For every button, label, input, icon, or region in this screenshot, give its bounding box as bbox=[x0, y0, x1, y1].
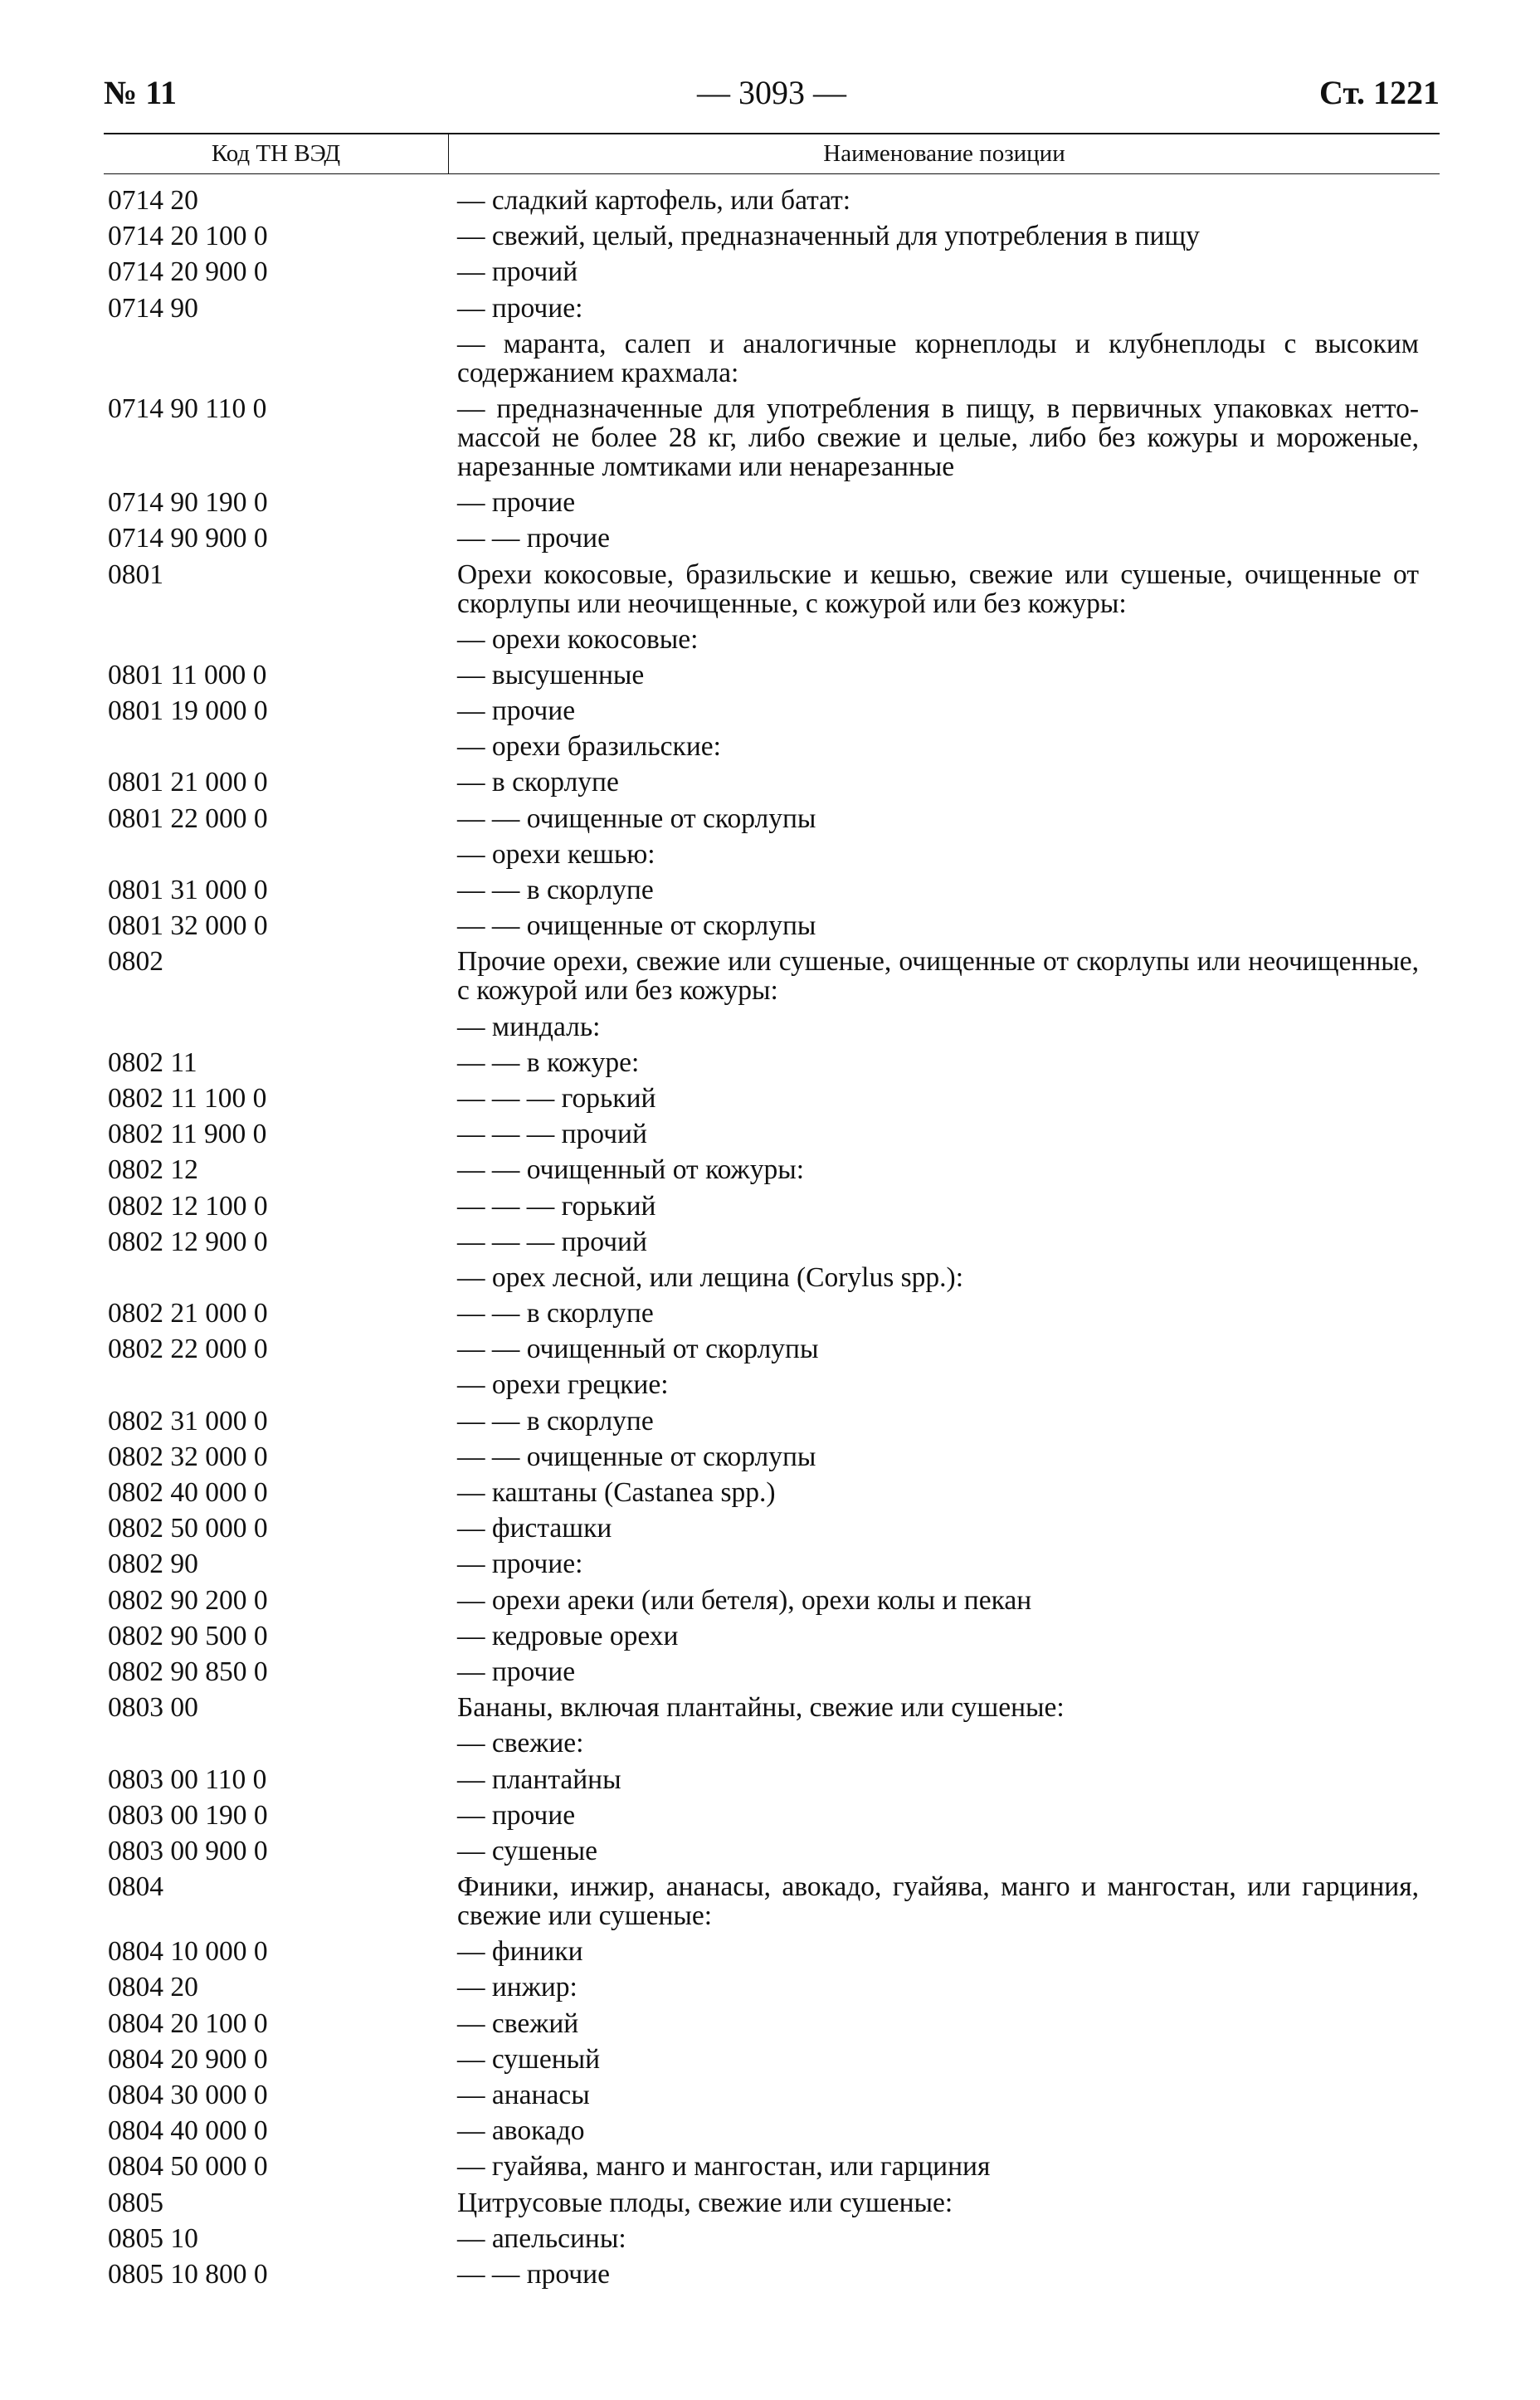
table-row bbox=[108, 625, 1435, 654]
position-name: — — — горький bbox=[457, 1082, 656, 1114]
tn-ved-code: 0802 40 000 0 bbox=[108, 1477, 268, 1508]
table-row bbox=[108, 2116, 1435, 2145]
table-header-rule bbox=[104, 173, 1440, 174]
table-row bbox=[108, 696, 1435, 725]
position-name: — орехи кокосовые: bbox=[457, 623, 699, 655]
tn-ved-code: 0803 00 bbox=[108, 1692, 198, 1724]
tn-ved-code: 0714 20 900 0 bbox=[108, 256, 268, 288]
position-name: — гуайява, манго и мангостан, или гарциния bbox=[457, 2151, 991, 2183]
table-row bbox=[108, 1514, 1435, 1543]
position-name: Орехи кокосовые, бразильские и кешью, свежие или сушеные, очищенные от скорлупы или неочищенные, с кожурой или без кожуры: bbox=[457, 559, 1419, 619]
position-name: — — очищенный от кожуры: bbox=[457, 1154, 805, 1186]
table-row bbox=[108, 1442, 1435, 1471]
position-name: — — прочие bbox=[457, 2258, 610, 2290]
column-header-code: Код ТН ВЭД bbox=[211, 140, 341, 167]
table-row bbox=[108, 1334, 1435, 1363]
table-row bbox=[108, 329, 1435, 388]
tn-ved-code: 0802 11 bbox=[108, 1046, 197, 1078]
position-name: — — в скорлупе bbox=[457, 875, 654, 905]
page-header bbox=[104, 73, 1440, 118]
position-name: Финики, инжир, ананасы, авокадо, гуайява, манго и мангостан, или гарциния, свежие или сушеные: bbox=[457, 1871, 1419, 1932]
table-row bbox=[108, 876, 1435, 905]
tn-ved-code: 0802 bbox=[108, 946, 163, 978]
tn-ved-code: 0804 20 bbox=[108, 1972, 198, 2003]
table-row bbox=[108, 1973, 1435, 2002]
table-row bbox=[108, 1837, 1435, 1866]
tn-ved-code: 0802 90 200 0 bbox=[108, 1584, 268, 1616]
position-name: — ананасы bbox=[457, 2080, 590, 2110]
tn-ved-code: 0714 20 bbox=[108, 185, 198, 216]
table-row bbox=[108, 294, 1435, 323]
position-name: — плантайны bbox=[457, 1763, 621, 1795]
table-row bbox=[108, 947, 1435, 1005]
position-name: — — — горький bbox=[457, 1190, 656, 1222]
table-row bbox=[108, 732, 1435, 761]
tn-ved-code: 0714 90 bbox=[108, 292, 198, 324]
position-name: — орехи грецкие: bbox=[457, 1369, 669, 1401]
table-row bbox=[108, 768, 1435, 797]
table-row bbox=[108, 1872, 1435, 1930]
position-name: — фисташки bbox=[457, 1513, 612, 1544]
table-row bbox=[108, 1549, 1435, 1578]
position-name: — — — прочий bbox=[457, 1226, 647, 1257]
table-row bbox=[108, 1370, 1435, 1399]
position-name: — орехи бразильские: bbox=[457, 731, 721, 763]
position-name: — — прочие bbox=[457, 523, 610, 554]
tn-ved-code: 0714 90 190 0 bbox=[108, 487, 268, 519]
position-name: — орехи ареки (или бетеля), орехи колы и пекан bbox=[457, 1584, 1032, 1616]
tn-ved-code: 0803 00 900 0 bbox=[108, 1835, 268, 1866]
position-name: — орехи кешью: bbox=[457, 838, 655, 870]
tn-ved-code: 0803 00 110 0 bbox=[108, 1763, 267, 1795]
tn-ved-code: 0714 20 100 0 bbox=[108, 221, 268, 252]
tn-ved-code: 0801 32 000 0 bbox=[108, 910, 268, 942]
position-name: Прочие орехи, свежие или сушеные, очищенные от скорлупы или неочищенные, с кожурой или без кожуры: bbox=[457, 946, 1419, 1007]
tn-ved-code: 0801 19 000 0 bbox=[108, 695, 268, 727]
tn-ved-code: 0801 11 000 0 bbox=[108, 659, 267, 690]
page-number: — 3093 — bbox=[697, 74, 846, 111]
tn-ved-code: 0805 bbox=[108, 2187, 163, 2218]
table-row bbox=[108, 560, 1435, 618]
table-row bbox=[108, 222, 1435, 251]
position-name: — прочие: bbox=[457, 1549, 583, 1580]
tn-ved-code: 0805 10 bbox=[108, 2222, 198, 2254]
position-name: — свежий, целый, предназначенный для употребления в пищу bbox=[457, 221, 1200, 252]
table-row bbox=[108, 2260, 1435, 2289]
table-row bbox=[108, 1299, 1435, 1328]
position-name: — — в кожуре: bbox=[457, 1046, 640, 1078]
position-name: — свежие: bbox=[457, 1728, 584, 1759]
table-row bbox=[108, 1227, 1435, 1256]
position-name: — орех лесной, или лещина (Corylus spp.): bbox=[457, 1261, 964, 1293]
position-name: — — очищенные от скорлупы bbox=[457, 1441, 816, 1472]
table-row bbox=[108, 1693, 1435, 1722]
tn-ved-code: 0802 50 000 0 bbox=[108, 1513, 268, 1544]
tn-ved-code: 0802 31 000 0 bbox=[108, 1405, 268, 1437]
table-row bbox=[108, 2224, 1435, 2253]
tn-ved-code: 0802 21 000 0 bbox=[108, 1298, 268, 1329]
position-name: — прочие bbox=[457, 1799, 576, 1831]
position-name: — каштаны (Castanea spp.) bbox=[457, 1477, 776, 1508]
tn-ved-code: 0804 40 000 0 bbox=[108, 2115, 268, 2147]
article-number: Ст. 1221 bbox=[1319, 74, 1440, 111]
tn-ved-code: 0804 30 000 0 bbox=[108, 2080, 268, 2110]
tn-ved-code: 0802 11 900 0 bbox=[108, 1119, 267, 1150]
table-row bbox=[108, 1155, 1435, 1184]
table-row bbox=[108, 488, 1435, 517]
tn-ved-code: 0801 22 000 0 bbox=[108, 802, 268, 834]
position-name: — прочий bbox=[457, 256, 578, 288]
table-row bbox=[108, 1012, 1435, 1041]
table-row bbox=[108, 1478, 1435, 1507]
table-row bbox=[108, 804, 1435, 833]
position-name: — — очищенные от скорлупы bbox=[457, 910, 816, 942]
position-name: — прочие bbox=[457, 1656, 576, 1687]
tn-ved-code: 0802 12 bbox=[108, 1154, 198, 1186]
position-name: — — в скорлупе bbox=[457, 1298, 654, 1329]
table-row bbox=[108, 394, 1435, 481]
position-name: Бананы, включая плантайны, свежие или сушеные: bbox=[457, 1692, 1065, 1724]
table-row bbox=[108, 1263, 1435, 1292]
table-row bbox=[108, 257, 1435, 286]
position-name: — — очищенный от скорлупы bbox=[457, 1334, 819, 1365]
table-row bbox=[108, 1192, 1435, 1221]
table-row bbox=[108, 661, 1435, 690]
tn-ved-code: 0801 bbox=[108, 559, 163, 590]
column-header-name: Наименование позиции bbox=[823, 140, 1065, 167]
position-name: — сладкий картофель, или батат: bbox=[457, 185, 851, 216]
tn-ved-code: 0714 90 900 0 bbox=[108, 523, 268, 554]
tn-ved-code: 0805 10 800 0 bbox=[108, 2258, 268, 2290]
table-row bbox=[108, 186, 1435, 215]
tn-ved-code: 0802 22 000 0 bbox=[108, 1334, 268, 1365]
position-name: — прочие bbox=[457, 487, 576, 519]
table-row bbox=[108, 1657, 1435, 1686]
position-name: — сушеные bbox=[457, 1835, 598, 1866]
tn-ved-code: 0802 11 100 0 bbox=[108, 1082, 267, 1114]
table-row bbox=[108, 524, 1435, 553]
table-row bbox=[108, 1084, 1435, 1113]
tn-ved-code: 0802 90 bbox=[108, 1549, 198, 1580]
tn-ved-code: 0804 10 000 0 bbox=[108, 1936, 268, 1968]
table-row bbox=[108, 1801, 1435, 1830]
position-name: — свежий bbox=[457, 2007, 579, 2039]
table-row bbox=[108, 1622, 1435, 1651]
position-name: — авокадо bbox=[457, 2115, 585, 2147]
table-row bbox=[108, 2152, 1435, 2181]
tn-ved-code: 0802 90 850 0 bbox=[108, 1656, 268, 1687]
tn-ved-code: 0803 00 190 0 bbox=[108, 1799, 268, 1831]
tn-ved-code: 0804 bbox=[108, 1871, 163, 1903]
tn-ved-code: 0802 32 000 0 bbox=[108, 1441, 268, 1472]
tn-ved-code: 0801 31 000 0 bbox=[108, 875, 268, 905]
tn-ved-code: 0801 21 000 0 bbox=[108, 767, 268, 798]
table-row bbox=[108, 840, 1435, 869]
position-name: Цитрусовые плоды, свежие или сушеные: bbox=[457, 2187, 953, 2218]
table-body bbox=[108, 186, 1435, 2295]
position-name: — инжир: bbox=[457, 1972, 578, 2003]
table-row bbox=[108, 2080, 1435, 2110]
position-name: — — — прочий bbox=[457, 1119, 647, 1150]
position-name: — апельсины: bbox=[457, 2222, 626, 2254]
issue-number: № 11 bbox=[104, 74, 177, 111]
position-name: — в скорлупе bbox=[457, 767, 619, 798]
position-name: — сушеный bbox=[457, 2043, 601, 2075]
position-name: — миндаль: bbox=[457, 1011, 601, 1042]
tn-ved-code: 0802 90 500 0 bbox=[108, 1620, 268, 1651]
tn-ved-code: 0802 12 900 0 bbox=[108, 1226, 268, 1257]
position-name: — высушенные bbox=[457, 659, 645, 690]
position-name: — маранта, салеп и аналогичные корнеплоды и клубнеплоды с высоким содержанием крахмала: bbox=[457, 328, 1419, 388]
table-row bbox=[108, 1765, 1435, 1794]
table-row bbox=[108, 1407, 1435, 1436]
position-name: — предназначенные для употребления в пищу, в первичных упаковках нетто-массой не более 28 кг, либо свежие и целые, либо без кожуры и мороженые, нарезанные ломтиками или ненарезанные bbox=[457, 393, 1419, 482]
tn-ved-code: 0714 90 110 0 bbox=[108, 393, 267, 424]
tn-ved-code: 0804 20 900 0 bbox=[108, 2043, 268, 2075]
position-name: — — в скорлупе bbox=[457, 1405, 654, 1437]
table-row bbox=[108, 2045, 1435, 2074]
tn-ved-code: 0804 50 000 0 bbox=[108, 2151, 268, 2183]
table-row bbox=[108, 1048, 1435, 1077]
table-row bbox=[108, 2009, 1435, 2038]
position-name: — — очищенные от скорлупы bbox=[457, 802, 816, 834]
tn-ved-code: 0802 12 100 0 bbox=[108, 1190, 268, 1222]
table-row bbox=[108, 1586, 1435, 1615]
position-name: — прочие bbox=[457, 695, 576, 727]
table-row bbox=[108, 1937, 1435, 1966]
tn-ved-code: 0804 20 100 0 bbox=[108, 2007, 268, 2039]
table-row bbox=[108, 1120, 1435, 1149]
table-row bbox=[108, 2188, 1435, 2217]
position-name: — прочие: bbox=[457, 292, 583, 324]
table-row bbox=[108, 911, 1435, 940]
table-row bbox=[108, 1729, 1435, 1758]
position-name: — финики bbox=[457, 1936, 583, 1968]
position-name: — кедровые орехи bbox=[457, 1620, 679, 1651]
